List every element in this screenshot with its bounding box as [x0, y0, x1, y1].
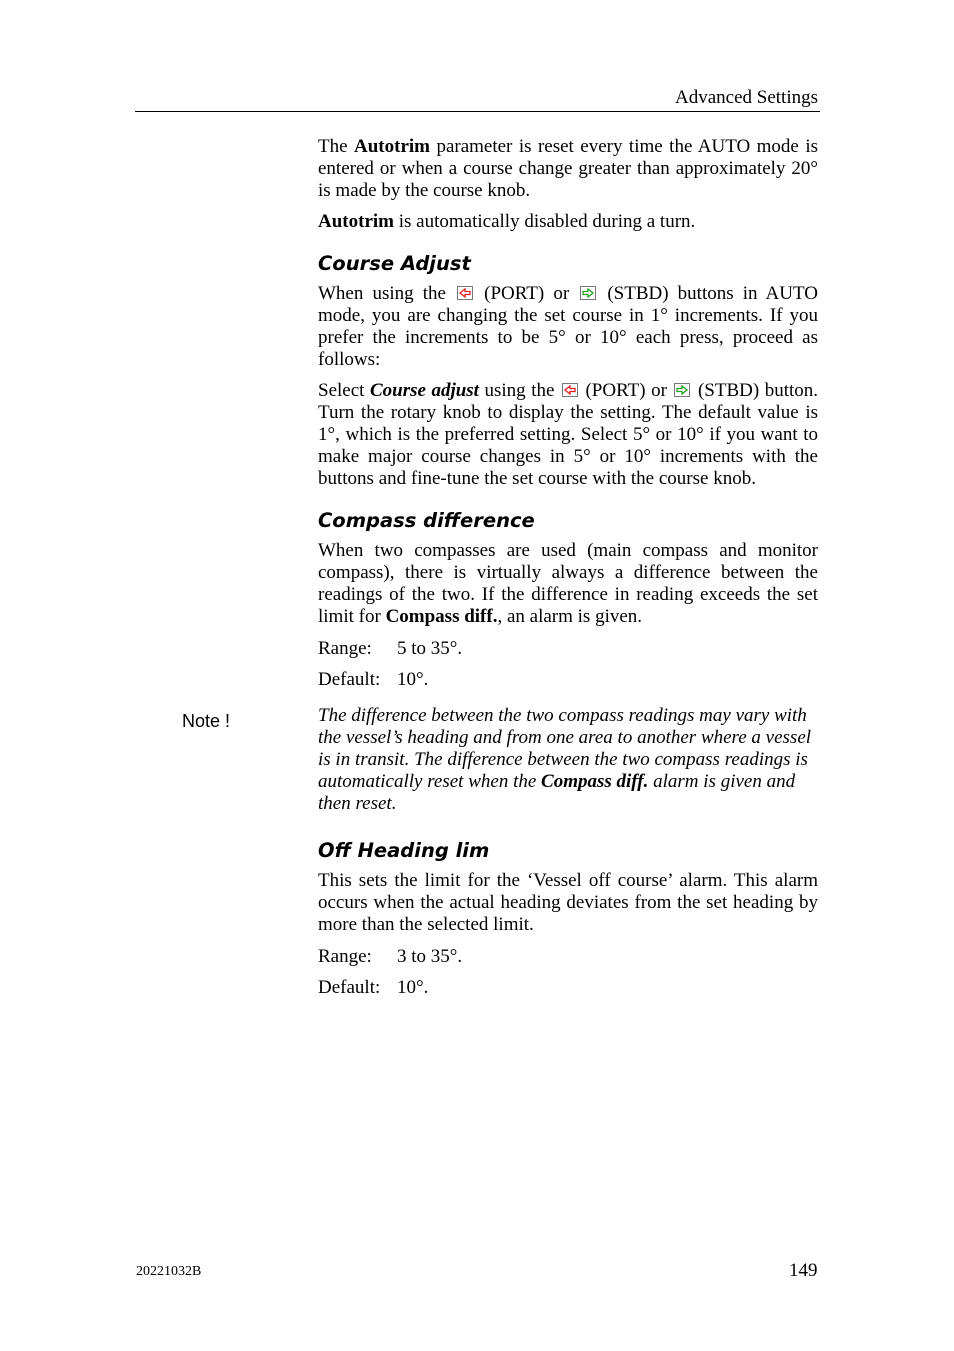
document-number: 20221032B — [136, 1264, 202, 1279]
stbd-arrow-icon — [674, 383, 690, 397]
autotrim-term: Autotrim — [318, 211, 394, 232]
stbd-arrow-icon — [580, 286, 596, 300]
off-heading-lim-default: Default: 10°. — [318, 977, 429, 998]
intro-paragraph-2: Autotrim is automatically disabled during a turn. — [318, 211, 696, 232]
compass-diff-term: Compass diff. — [541, 771, 649, 792]
main-content — [318, 136, 818, 999]
compass-diff-term: Compass diff. — [385, 606, 498, 627]
header-title: Advanced Settings — [674, 87, 818, 108]
off-heading-lim-range: Range: 3 to 35°. — [318, 946, 463, 967]
page-number: 149 — [789, 1260, 818, 1281]
course-adjust-paragraph-2: Select Course adjust using the (PORT) or (STBD) button. Turn the rotary knob to display the setting. The default value is 1°, which is the preferred setting. Select 5° or 10° if you want to make major course changes in 5° or 10° increments with the buttons and fine-tune the set course with the course knob. — [318, 380, 818, 489]
compass-difference-heading: Compass difference — [318, 509, 535, 532]
port-arrow-icon — [562, 383, 578, 397]
port-arrow-icon — [457, 286, 473, 300]
compass-difference-range: Range: 5 to 35°. — [318, 638, 463, 659]
course-adjust-heading: Course Adjust — [318, 252, 471, 275]
autotrim-term: Autotrim — [354, 136, 430, 157]
compass-difference-paragraph: When two compasses are used (main compass and monitor compass), there is virtually always a difference between the readings of the two. If the difference in reading exceeds the set limit for Compass diff., an alarm is given. — [318, 540, 818, 627]
compass-difference-default: Default: 10°. — [318, 669, 429, 690]
course-adjust-paragraph-1: When using the (PORT) or (STBD) buttons in AUTO mode, you are changing the set course in 1° increments. If you prefer the increments to be 5° or 10° each press, proceed as follows: — [318, 283, 818, 370]
note-label: Note ! — [182, 711, 231, 731]
page-header — [135, 86, 820, 112]
intro-paragraph-1: The Autotrim parameter is reset every time the AUTO mode is entered or when a course change greater than approximately 20° is made by the course knob. — [318, 136, 818, 201]
note-text: The difference between the two compass readings may vary with the vessel’s heading and from one area to another where a vessel is in transit. The difference between the two compass readings is automatically reset when the Compass diff. alarm is given and then reset. — [318, 705, 812, 814]
off-heading-lim-heading: Off Heading lim — [318, 839, 490, 862]
course-adjust-term: Course adjust — [369, 380, 479, 401]
off-heading-lim-paragraph: This sets the limit for the ‘Vessel off course’ alarm. This alarm occurs when the actual heading deviates from the set heading by more than the selected limit. — [318, 870, 818, 935]
